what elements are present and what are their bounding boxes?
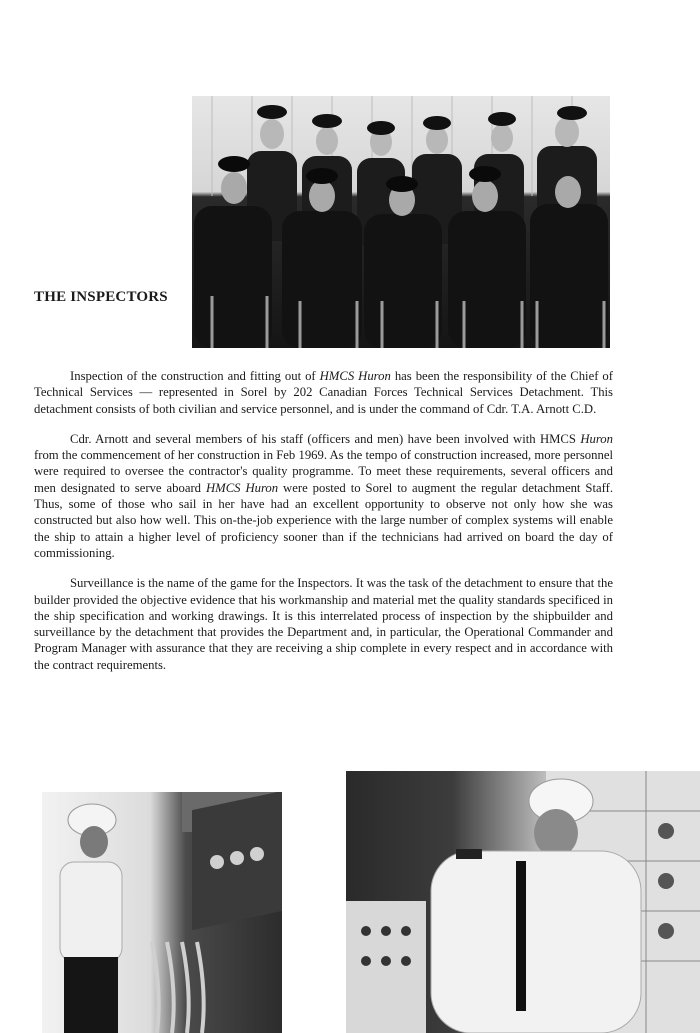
section-heading: THE INSPECTORS — [34, 289, 168, 305]
group-photo-inspectors — [192, 96, 610, 348]
article-body — [34, 368, 613, 687]
photo-technician-control-panel — [42, 792, 282, 1033]
paragraph-2: Cdr. Arnott and several members of his staff (officers and men) have been involved with HMCS Huron from the commencement of her construction in Feb 1969. As the tempo of construction increased, more personnel were required to oversee the contractor's quality programme. To meet these requirements, several officers and men designated to serve aboard HMCS Huron were posted to Sorel to augment the regular detachment Staff. Thus, some of those who sail in her have had an excellent opportunity to observe not only how she was constructed but also how well. This on-the-job experience with the large number of complex systems will enable the ship to attain a higher level of proficiency sooner than if the technicians had arrived on board the day of commissioning. — [34, 431, 613, 560]
paragraph-3: Surveillance is the name of the game for the Inspectors. It was the task of the detachment to ensure that the builder provided the objective evidence that his workmanship and material met the quality standards specificed in the ship specification and working drawings. It is this interrelated process of inspection by the shipbuilder and surveillance by the detachment that provides the Department and, in particular, the Operational Commander and Program Manager with assurance that they are receiving a ship complete in every respect and in accordance with the contract requirements. — [34, 576, 613, 672]
photo-officer-electronics-rack — [346, 771, 700, 1033]
paragraph-1: Inspection of the construction and fitting out of HMCS Huron has been the responsibility of the Chief of Technical Services — represented in Sorel by 202 Canadian Forces Technical Services Detachment. This detachment consists of both civilian and service personnel, and is under the command of Cdr. T.A. Arnott C.D. — [34, 369, 613, 416]
